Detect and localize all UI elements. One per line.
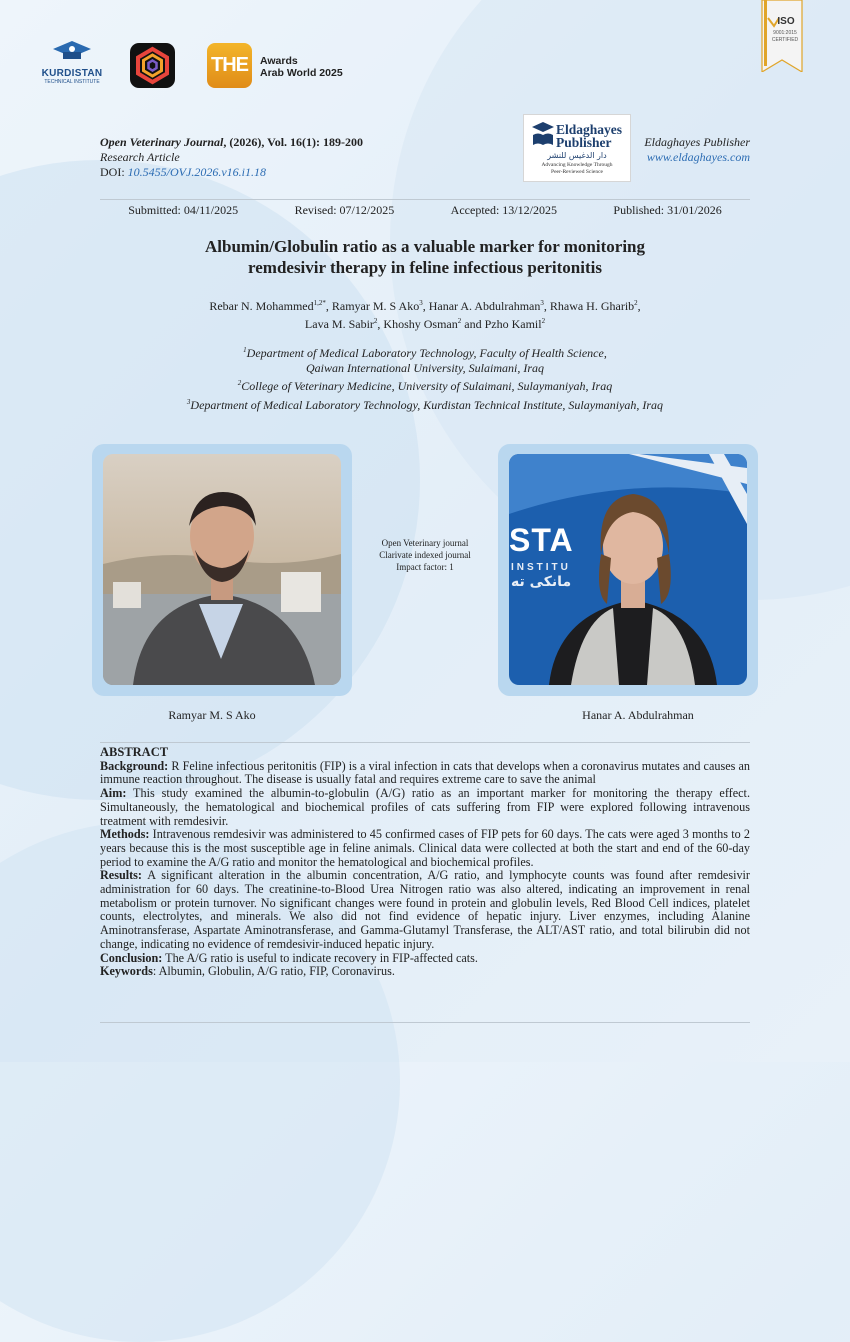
iso-certified: CERTIFIED	[771, 37, 799, 43]
accepted-date: Accepted: 13/12/2025	[450, 203, 557, 217]
revised-date: Revised: 07/12/2025	[294, 203, 395, 217]
abstract-heading: ABSTRACT	[100, 745, 169, 759]
article-title: Albumin/Globulin ratio as a valuable marker for monitoring remdesivir therapy in feline infectious peritonitis	[205, 237, 645, 277]
divider	[100, 1022, 750, 1023]
publisher-logo-name: Eldaghayes Publisher	[556, 122, 623, 150]
logo-name: KURDISTAN	[41, 68, 103, 79]
article-dates	[100, 203, 750, 218]
the-awards-logo: THE	[207, 43, 252, 88]
abstract-conclusion: Conclusion: The A/G ratio is useful to indicate recovery in FIP-affected cats.	[100, 950, 478, 965]
banner-text-3: مانكى ته	[511, 574, 572, 590]
banner-text-2: INSTITU	[511, 562, 571, 573]
iso-ribbon-icon	[760, 0, 804, 72]
publisher-logo-arabic: دار الدغيس للنشر	[547, 151, 607, 160]
awards-line-2: Arab World 2025	[260, 67, 343, 79]
awards-line-1: Awards	[260, 55, 298, 67]
abstract-methods: Methods: Intravenous remdesivir was administered to 45 confirmed cases of FIP pets for 60 days. The cats were aged 3 months to 2 years because this is the most susceptible age in feline animals. Clinical data were collected at both the start and end of the 60-day period to examine the A/G ratio and monitor the hematological and biochemical profiles.	[100, 827, 750, 869]
iso-badge	[760, 0, 804, 72]
hexagon-logo	[130, 43, 175, 88]
abstract-keywords: Keywords: Albumin, Globulin, A/G ratio, FIP, Coronavirus.	[100, 964, 395, 979]
published-date: Published: 31/01/2026	[613, 203, 722, 217]
author-photo-ramyar	[103, 454, 341, 685]
divider	[100, 199, 750, 200]
portrait-man-image	[103, 454, 341, 685]
publisher-info	[630, 135, 750, 165]
iso-standard: 9001:2015	[773, 30, 797, 36]
banner-text-1: STA	[509, 522, 574, 558]
graduation-cap-icon	[52, 40, 92, 62]
journal-impact-info: Open Veterinary journal Clarivate indexed journal Impact factor: 1	[379, 538, 471, 572]
author-photo-hanar	[509, 454, 747, 685]
abstract-aim: Aim: This study examined the albumin-to-globulin (A/G) ratio as an important marker for monitoring the therapy effect. Simultaneously, the hematological and biochemical profiles of cats suffering from FIP were explored following intravenous treatment with remdesivir.	[100, 786, 750, 828]
affiliations: $^1$Department of Medical Laboratory Technology, Faculty of Health Science, Qaiwan International University, Sulaimani, Iraq $^2$College of Veterinary Medicine, University of Sulaimani, Sulaymaniyah, Iraq $^3$Department of Medical Laboratory Technology, Kurdistan Technical Institute, Sulaymaniyah, Iraq	[186, 346, 664, 412]
abstract-section	[100, 746, 750, 979]
publisher-name: Eldaghayes Publisher	[644, 135, 750, 149]
abstract-background: Background: R Feline infectious peritonitis (FIP) is a viral infection in cats that develops when a coronavirus mutates and causes an immune reaction throughout. The disease is usually fatal and requires extreme care to save the animal	[100, 758, 750, 787]
publisher-url[interactable]: www.eldaghayes.com	[646, 150, 750, 164]
iso-label: ISO	[777, 16, 795, 27]
logo-subtitle: TECHNICAL INSTITUTE	[44, 79, 100, 85]
publisher-logo	[523, 114, 631, 182]
journal-title: Open Veterinary Journal	[100, 135, 224, 149]
doi-label: DOI:	[100, 165, 128, 179]
divider	[100, 742, 750, 743]
right-photo-caption: Hanar A. Abdulrahman	[582, 708, 694, 722]
publisher-logo-tagline: Advancing Knowledge Through Peer-Reviewed Science	[541, 162, 613, 175]
author-list: Rebar N. Mohammed$^{1,2*}$, Ramyar M. S Ako$^3$, Hanar A. Abdulrahman$^3$, Rhawa H. Gharib$^2$, Lava M. Sabir$^2$, Khoshy Osman$^2$ and Pzho Kamil$^2$	[209, 299, 641, 331]
submitted-date: Submitted: 04/11/2025	[128, 203, 239, 217]
left-photo-frame	[92, 444, 352, 696]
abstract-results: Results: A significant alteration in the albumin concentration, A/G ratio, and lymphocyte counts was found after remdesivir administration for 60 days. The creatinine-to-Blood Urea Nitrogen ratio was also altered, indicating an improvement in renal metabolism or protein turnover. No significant changes were found in protein and globulin levels, Red Blood Cell indices, platelet counts, electrolytes, and minerals. We also did not find evidence of hepatic injury. Liver enzymes, including Alanine Aminotransferase, Aspartate Aminotransferase, and Gamma-Glutamyl Transferase, the ALT/AST ratio, and total bilirubin did not change, indicating no evidence of remdesivir-induced hepatic injury.	[100, 868, 750, 951]
article-type: Research Article	[100, 150, 180, 164]
kurdistan-institute-logo	[40, 40, 104, 94]
right-photo-frame	[498, 444, 758, 696]
hexagon-icon	[130, 43, 175, 88]
left-photo-caption: Ramyar M. S Ako	[168, 708, 256, 722]
journal-citation: , (2026), Vol. 16(1): 189-200	[223, 135, 364, 149]
journal-info	[100, 135, 363, 180]
cap-book-icon	[531, 121, 555, 147]
awards-text	[260, 55, 343, 79]
doi-link[interactable]: 10.5455/OVJ.2026.v16.i1.18	[127, 165, 266, 179]
